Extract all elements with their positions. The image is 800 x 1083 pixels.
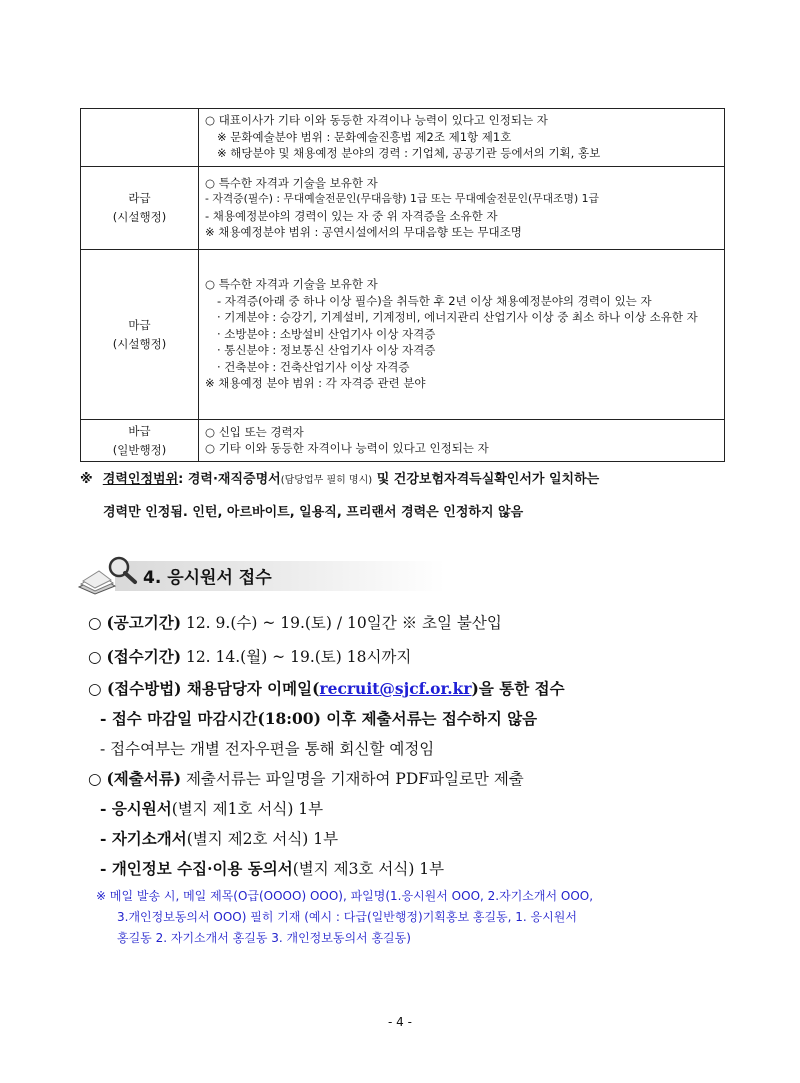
- note-mark: ※: [80, 472, 93, 487]
- doc-name: - 자기소개서: [100, 829, 187, 848]
- item-label: (접수기간): [106, 647, 182, 666]
- requirement-cell: [199, 250, 725, 420]
- requirement-line: · 기계분야 : 승강기, 기계설비, 기계정비, 에너지관리 산업기사 이상 중 최소 하나 이상 소유한 자: [217, 310, 698, 325]
- requirement-line: - 자격증(아래 중 하나 이상 필수)을 취득한 후 2년 이상 채용예정분야의 경력이 있는 자: [217, 293, 652, 308]
- dept-label: (시설행정): [112, 336, 167, 351]
- career-note-text: 및 건강보험자격득실확인서가 일치하는: [372, 472, 600, 487]
- requirement-cell: [199, 420, 725, 462]
- posting-period: [88, 611, 502, 633]
- requirement-line: ※ 해당분야 및 채용예정 분야의 경력 : 기업체, 공공기관 등에서의 기획, 홍보: [217, 146, 601, 161]
- dept-label: (시설행정): [112, 210, 167, 224]
- grade-label: 바급: [128, 423, 151, 438]
- doc-detail: (별지 제2호 서식) 1부: [186, 830, 339, 848]
- bullet: ○: [88, 614, 102, 632]
- grade-label: 마급: [128, 317, 151, 332]
- requirement-line: - 자격증(필수) : 무대예술전문인(무대음향) 1급 또는 무대예술전문인(무대조명) 1급: [205, 192, 599, 205]
- requirement-line: ○ 특수한 자격과 기술을 보유한 자: [205, 277, 378, 292]
- requirement-line: ※ 채용예정분야 범위 : 공연시설에서의 무대음향 또는 무대조명: [205, 225, 522, 239]
- mail-note-line1: ※ 메일 발송 시, 메일 제목(O급(OOOO) OOO), 파일명(1.응시원서 OOO, 2.자기소개서 OOO,: [96, 889, 594, 903]
- doc-privacy-consent: [100, 857, 444, 879]
- career-note: [80, 470, 740, 491]
- requirement-line: · 통신분야 : 정보통신 산업기사 이상 자격증: [217, 343, 436, 358]
- page-number: - 4 -: [388, 1015, 412, 1029]
- doc-self-intro: [100, 827, 338, 849]
- career-note-small: (담당업무 필히 명시): [280, 475, 373, 486]
- bullet: ○: [88, 648, 102, 666]
- requirement-cell: [199, 109, 725, 167]
- mail-note-line2: 3.개인정보동의서 OOO) 필히 기재 (예시 : 다급(일반행정)기획홍보 홍길동, 1. 응시원서: [117, 910, 577, 924]
- bullet: ○: [88, 770, 102, 788]
- requirements-table: [80, 108, 725, 462]
- career-note-text: : 경력·재직증명서: [178, 472, 281, 487]
- table-row: [81, 250, 725, 420]
- grade-cell: [81, 420, 199, 462]
- requirement-line: - 채용예정분야의 경력이 있는 자 중 위 자격증을 소유한 자: [205, 208, 498, 223]
- requirement-line: ○ 기타 이와 동등한 자격이나 능력이 있다고 인정되는 자: [205, 441, 489, 455]
- item-text: 12. 14.(월) ~ 19.(토) 18시까지: [181, 648, 412, 666]
- table-row: [81, 420, 725, 462]
- receipt-period: [88, 645, 411, 667]
- requirement-line: · 건축분야 : 건축산업기사 이상 자격증: [217, 359, 410, 374]
- grade-cell: [81, 167, 199, 250]
- requirement-line: ○ 대표이사가 기타 이와 동등한 자격이나 능력이 있다고 인정되는 자: [205, 113, 548, 128]
- email-link[interactable]: recruit@sjcf.or.kr: [319, 679, 472, 698]
- requirement-line: ○ 특수한 자격과 기술을 보유한 자: [205, 175, 378, 190]
- career-note-label: 경력인정범위: [102, 472, 179, 487]
- bullet: ○: [88, 680, 102, 698]
- requirement-line: ○ 신입 또는 경력자: [205, 424, 304, 439]
- requirement-cell: [199, 167, 725, 250]
- table-row: [81, 109, 725, 167]
- doc-name: - 응시원서: [100, 799, 172, 818]
- item-label: (제출서류): [106, 769, 182, 788]
- receipt-method: [88, 677, 565, 699]
- item-text: )을 통한 접수: [471, 679, 565, 698]
- doc-detail: (별지 제3호 서식) 1부: [292, 860, 445, 878]
- table-row: [81, 167, 725, 250]
- method-sub2: - 접수여부는 개별 전자우편을 통해 회신할 예정임: [100, 740, 435, 758]
- grade-cell: [81, 250, 199, 420]
- item-text: 제출서류는 파일명을 기재하여 PDF파일로만 제출: [181, 770, 524, 788]
- requirement-line: ※ 문화예술분야 범위 : 문화예술진흥법 제2조 제1항 제1호: [217, 129, 512, 144]
- grade-label: 라급: [128, 191, 151, 205]
- doc-detail: (별지 제1호 서식) 1부: [171, 800, 324, 818]
- mail-note-line3: 홍길동 2. 자기소개서 홍길동 3. 개인정보동의서 홍길동): [117, 931, 411, 945]
- dept-label: (일반행정): [112, 442, 167, 457]
- item-text: 채용담당자 이메일(: [181, 679, 320, 698]
- item-text: 12. 9.(수) ~ 19.(토) / 10일간 ※ 초일 불산입: [181, 614, 502, 632]
- method-sub1: - 접수 마감일 마감시간(18:00) 이후 제출서류는 접수하지 않음: [100, 709, 538, 728]
- book-magnifier-icon: [75, 553, 145, 595]
- requirement-line: ※ 채용예정 분야 범위 : 각 자격증 관련 분야: [205, 376, 426, 391]
- submission-docs: [88, 767, 524, 789]
- grade-cell: [81, 109, 199, 167]
- item-label: (공고기간): [106, 613, 182, 632]
- doc-name: - 개인정보 수집·이용 동의서: [100, 859, 293, 878]
- requirement-line: · 소방분야 : 소방설비 산업기사 이상 자격증: [217, 326, 436, 341]
- section-title: 4. 응시원서 접수: [143, 568, 272, 588]
- item-label: (접수방법): [106, 679, 182, 698]
- career-note-line2: 경력만 인정됨. 인턴, 아르바이트, 일용직, 프리랜서 경력은 인정하지 않음: [103, 505, 524, 520]
- section-heading: [75, 553, 447, 595]
- doc-application: [100, 797, 323, 819]
